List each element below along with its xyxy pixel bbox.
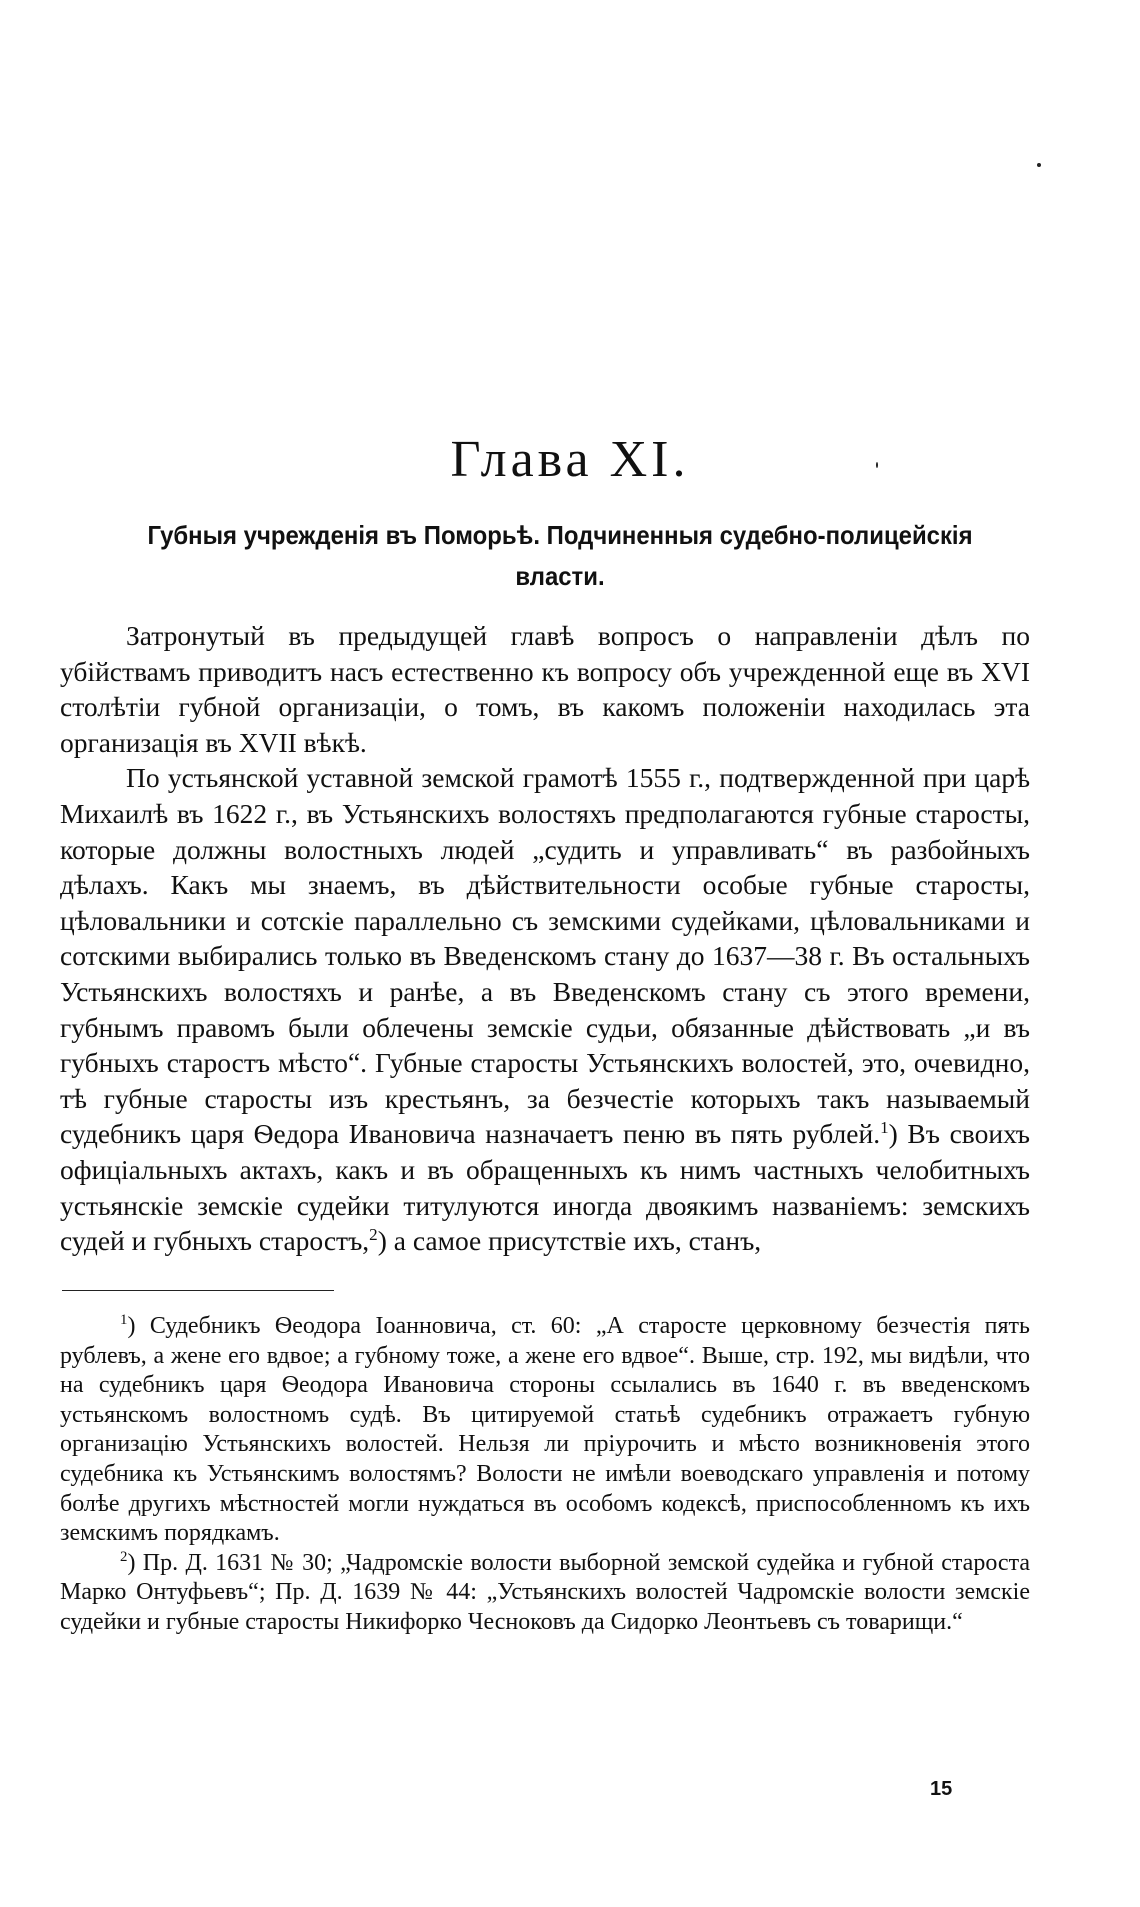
footnote-2: $^2$) Пр. Д. 1631 № 30; „Чадромскіе волости выборной земской судейка и губной староста Марко Онтуфьевъ“; Пр. Д. 1639 № 44: „Устьянскихъ волостей Чадромскіе волости земскіе судейки и губные старосты Никифорко Чесноковъ да Сидорко Леонтьевъ съ товарищи.“ <box>60 1548 1030 1635</box>
footnote-2-text: Пр. Д. 1631 № 30; „Чадромскіе волости выборной земской судейка и губной староста Марко Онтуфьевъ“; Пр. Д. 1639 № 44: „Устьянскихъ волостей Чадромскіе волости земскіе судейки и губные старосты Никифорко Чесноковъ да Сидорко Леонтьевъ съ товарищи.“ <box>60 1549 1030 1635</box>
footnote-divider <box>62 1290 334 1291</box>
paragraph-2: По устьянской уставной земской грамотѣ 1555 г., подтвержденной при царѣ Михаилѣ въ 1622 г., въ Устьянскихъ волостяхъ предполагаются губные старосты, которые должны волостныхъ людей „судить и управливать“ въ разбойныхъ дѣлахъ. Какъ мы знаемъ, въ дѣйствительности особые губные старосты, цѣловальники и сотскіе параллельно съ земскими судейками, цѣловальниками и сотскими выбирались только въ Введенскомъ стану до 1637—38 г. Въ остальныхъ Устьянскихъ волостяхъ и ранѣе, а въ Введенскомъ стану съ этого времени, губнымъ правомъ были облечены земскіе судьи, обязанные дѣйствовать „и въ губныхъ старостъ мѣсто“. Губные старосты Устьянскихъ волостей, это, очевидно, тѣ губные старосты изъ крестьянъ, за безчестіе которыхъ такъ называемый судебникъ царя Ѳедора Ивановича назначаетъ пеню въ пять рублей.$^1$) Въ своихъ офиціальныхъ актахъ, какъ и въ обращенныхъ къ нимъ частныхъ челобитныхъ устьянскіе земскіе судейки титулуются иногда двоякимъ названіемъ: земскихъ судей и губныхъ старостъ,$^2$) а самое присутствіе ихъ, станъ, <box>60 762 1030 1257</box>
paragraph-2-part-2: Въ своихъ офиціальныхъ актахъ, какъ и въ обращенныхъ къ нимъ частныхъ челобитныхъ устьянскіе земскіе судейки титулуются иногда двоякимъ названіемъ: земскихъ судей и губныхъ старостъ, <box>60 1118 1030 1257</box>
print-speck <box>1037 163 1041 167</box>
page-number: 15 <box>930 1778 953 1800</box>
footnote-ref-1: 1 <box>880 1118 889 1138</box>
chapter-subtitle: Губныя учрежденія въ Поморьѣ. Подчиненныя судебно-полицейскія власти. <box>147 520 973 591</box>
footnote-1: $^1$) Судебникъ Ѳеодора Іоанновича, ст. 60: „А старосте церковному безчестія пять рублевъ, а жене его вдвое; а губному тоже, а жене его вдвое“. Выше, стр. 192, мы видѣли, что на судебникъ царя Ѳеодора Ивановича стороны ссылались въ 1640 г. въ введенскомъ устьянскомъ волостномъ судѣ. Въ цитируемой статьѣ судебникъ отражаетъ губную организацію Устьянскихъ волостей. Нельзя ли пріурочить и мѣсто возникновенія этого судебника къ Устьянскимъ волостямъ? Волости не имѣли воеводскаго управленія и потому болѣе другихъ мѣстностей могли нуждаться въ особомъ кодексѣ, приспособленномъ къ ихъ земскимъ порядкамъ. <box>60 1312 1030 1547</box>
footnote-ref-2: 2 <box>369 1224 378 1244</box>
footnotes <box>60 1312 1030 1638</box>
paragraph-1: Затронутый въ предыдущей главѣ вопросъ о направленіи дѣлъ по убійствамъ приводитъ насъ естественно къ вопросу объ учрежденной еще въ XVI столѣтіи губной организаціи, о томъ, въ какомъ положеніи находилась эта организація въ XVII вѣкѣ. <box>60 620 1030 758</box>
chapter-title: Глава XI. <box>450 431 690 488</box>
main-text <box>60 618 1030 1259</box>
footnote-mark-2: 2 <box>120 1548 128 1565</box>
footnote-mark-1: 1 <box>120 1312 128 1328</box>
footnote-1-text: Судебникъ Ѳеодора Іоанновича, ст. 60: „А старосте церковному безчестія пять рублевъ, а жене его вдвое; а губному тоже, а жене его вдвое“. Выше, стр. 192, мы видѣли, что на судебникъ царя Ѳеодора Ивановича стороны ссылались въ 1640 г. въ введенскомъ устьянскомъ волостномъ судѣ. Въ цитируемой статьѣ судебникъ отражаетъ губную организацію Устьянскихъ волостей. Нельзя ли пріурочить и мѣсто возникновенія этого судебника къ Устьянскимъ волостямъ? Волости не имѣли воеводскаго управленія и потому болѣе другихъ мѣстностей могли нуждаться въ особомъ кодексѣ, приспособленномъ къ ихъ земскимъ порядкамъ. <box>60 1313 1030 1547</box>
paragraph-2-part-3: а самое присутствіе ихъ, станъ, <box>386 1225 762 1257</box>
paragraph-2-part-1: По устьянской уставной земской грамотѣ 1555 г., подтвержденной при царѣ Михаилѣ въ 1622 г., въ Устьянскихъ волостяхъ предполагаются губные старосты, которые должны волостныхъ людей „судить и управливать“ въ разбойныхъ дѣлахъ. Какъ мы знаемъ, въ дѣйствительности особые губные старосты, цѣловальники и сотскіе параллельно съ земскими судейками, цѣловальниками и сотскими выбирались только въ Введенскомъ стану до 1637—38 г. Въ остальныхъ Устьянскихъ волостяхъ и ранѣе, а въ Введенскомъ стану съ этого времени, губнымъ правомъ были облечены земскіе судьи, обязанные дѣйствовать „и въ губныхъ старостъ мѣсто“. Губные старосты Устьянскихъ волостей, это, очевидно, тѣ губные старосты изъ крестьянъ, за безчестіе которыхъ такъ называемый судебникъ царя Ѳедора Ивановича назначаетъ пеню въ пять рублей. <box>60 762 1030 1150</box>
